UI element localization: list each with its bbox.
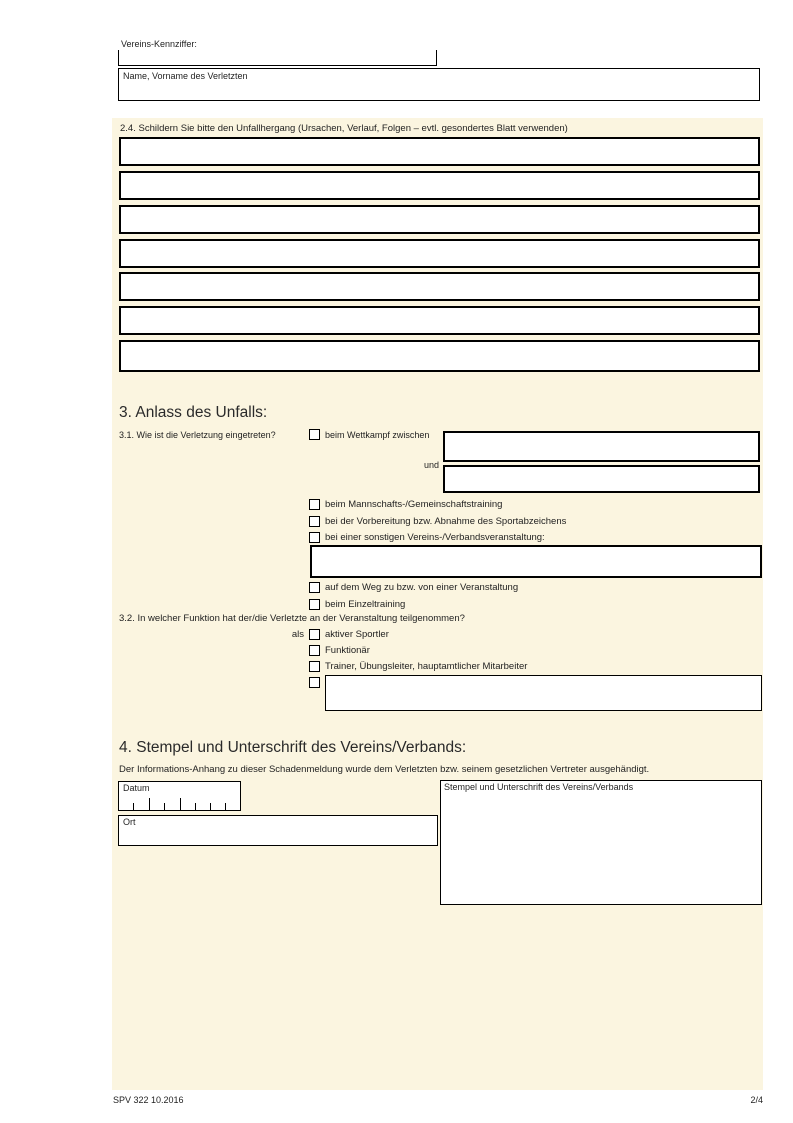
wettkampf-gegner-2-input[interactable] [443,465,760,493]
unfallhergang-line-6-input[interactable] [119,306,760,335]
stempel-unterschrift-box[interactable] [440,780,762,905]
footer-page-number: 2/4 [750,1095,763,1105]
sonstige-funktion-input[interactable] [325,675,762,711]
footer-form-id: SPV 322 10.2016 [113,1095,184,1105]
wettkampf-gegner-1-input[interactable] [443,431,760,462]
als-label: als [291,629,304,640]
unfallhergang-line-1-input[interactable] [119,137,760,166]
einzeltraining-checkbox[interactable] [309,599,320,610]
aktiver-sportler-label: aktiver Sportler [325,629,389,640]
sportabzeichen-checkbox[interactable] [309,516,320,527]
section-4-title: 4. Stempel und Unterschrift des Vereins/Verbands: [119,739,467,756]
sportabzeichen-label: bei der Vorbereitung bzw. Abnahme des Sportabzeichens [325,516,567,527]
weg-veranstaltung-label: auf dem Weg zu bzw. von einer Veranstaltung [325,582,519,593]
ort-field[interactable] [118,815,438,846]
unfallhergang-line-5-input[interactable] [119,272,760,301]
funktionaer-label: Funktionär [325,645,370,656]
datum-label: Datum [123,783,150,793]
vereins-kennziffer-input[interactable] [118,50,437,66]
unfallhergang-line-2-input[interactable] [119,171,760,200]
sonstige-funktion-checkbox[interactable] [309,677,320,688]
trainer-checkbox[interactable] [309,661,320,672]
datum-tick-7 [225,803,226,810]
sonstige-veranstaltung-input[interactable] [310,545,762,578]
vereins-kennziffer-label: Vereins-Kennziffer: [121,39,197,49]
question-3-1: 3.1. Wie ist die Verletzung eingetreten? [119,430,276,440]
mannschaftstraining-checkbox[interactable] [309,499,320,510]
aktiver-sportler-checkbox[interactable] [309,629,320,640]
sonstige-veranstaltung-checkbox[interactable] [309,532,320,543]
datum-tick-5 [195,803,196,810]
unfallhergang-line-7-input[interactable] [119,340,760,372]
trainer-label: Trainer, Übungsleiter, hauptamtlicher Mitarbeiter [325,661,528,672]
weg-veranstaltung-checkbox[interactable] [309,582,320,593]
funktionaer-checkbox[interactable] [309,645,320,656]
unfallhergang-line-4-input[interactable] [119,239,760,268]
wettkampf-label: beim Wettkampf zwischen [325,430,430,440]
question-3-2: 3.2. In welcher Funktion hat der/die Verletzte an der Veranstaltung teilgenommen? [119,613,465,624]
datum-tick-4 [180,798,181,810]
datum-tick-3 [164,803,165,810]
und-label: und [423,460,439,470]
datum-field[interactable] [118,781,241,811]
stempel-unterschrift-label: Stempel und Unterschrift des Vereins/Verbands [444,782,634,792]
info-anhang-note: Der Informations-Anhang zu dieser Schadenmeldung wurde dem Verletzten bzw. seinem gesetzlichen Vertreter ausgehändigt. [119,764,650,775]
datum-tick-6 [210,803,211,810]
wettkampf-checkbox[interactable] [309,429,320,440]
name-verletzter-input[interactable] [118,68,760,101]
name-verletzter-label: Name, Vorname des Verletzten [123,71,248,81]
sonstige-veranstaltung-label: bei einer sonstigen Vereins-/Verbandsveranstaltung: [325,532,545,543]
datum-tick-2 [149,798,150,810]
datum-tick-1 [133,803,134,810]
ort-label: Ort [123,817,136,827]
unfallhergang-line-3-input[interactable] [119,205,760,234]
section-2-4-title: 2.4. Schildern Sie bitte den Unfallhergang (Ursachen, Verlauf, Folgen – evtl. gesondertes Blatt verwenden) [120,123,568,134]
mannschaftstraining-label: beim Mannschafts-/Gemeinschaftstraining [325,499,503,510]
section-3-title: 3. Anlass des Unfalls: [119,404,268,421]
einzeltraining-label: beim Einzeltraining [325,599,406,610]
